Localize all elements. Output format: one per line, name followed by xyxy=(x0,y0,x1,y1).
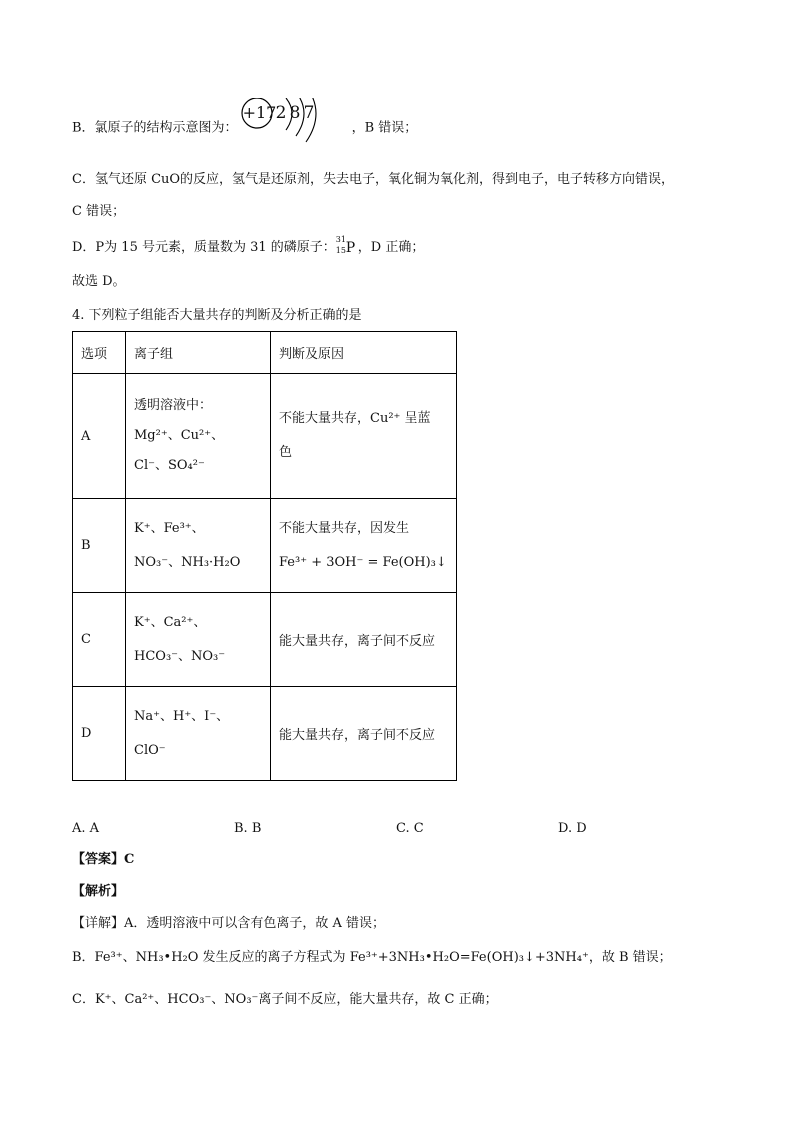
row-judgement: 能大量共存，离子间不反应 xyxy=(271,593,457,687)
line-c: C．氢气还原 CuO的反应，氢气是还原剂，失去电子，氧化铜为氧化剂，得到电子，电子转移方向错误， xyxy=(72,172,675,187)
question-4: 4. 下列粒子组能否大量共存的判断及分析正确的是 xyxy=(72,308,362,323)
ions-line: NO₃⁻、NH₃·H₂O xyxy=(134,554,241,570)
row-ions xyxy=(126,374,271,499)
ions-line: 透明溶液中： xyxy=(134,398,213,413)
line-b xyxy=(72,98,417,158)
mass-number: 31 xyxy=(335,234,346,244)
row-ions xyxy=(126,593,271,687)
detail-a: 【详解】A．透明溶液中可以含有色离子，故 A 错误； xyxy=(72,916,386,931)
detail-c: C．K⁺、Ca²⁺、HCO₃⁻、NO₃⁻离子间不反应，能大量共存，故 C 正确； xyxy=(72,992,498,1007)
line-b-suffix: ，B 错误； xyxy=(351,120,418,136)
header-judgement: 判断及原因 xyxy=(271,332,457,374)
line-c-cont: C 错误； xyxy=(72,204,126,219)
nucleus-charge: +17 xyxy=(242,103,277,122)
shell-3: 7 xyxy=(303,103,315,123)
row-judgement: 能大量共存，离子间不反应 xyxy=(271,687,457,781)
row-judgement xyxy=(271,499,457,593)
row-option: A xyxy=(73,374,126,499)
row-option: B xyxy=(73,499,126,593)
line-d-suffix: ，D 正确； xyxy=(357,240,425,255)
table-header-row xyxy=(73,332,457,374)
header-ions: 离子组 xyxy=(126,332,271,374)
ions-line: K⁺、Ca²⁺、 xyxy=(134,614,207,630)
element-symbol: P xyxy=(345,239,356,256)
judge-line: 不能大量共存，Cu²⁺ 呈蓝 xyxy=(279,411,431,426)
table-row xyxy=(73,687,457,781)
ions-line: Na⁺、H⁺、I⁻、 xyxy=(134,708,230,724)
judge-line: 不能大量共存，因发生 xyxy=(279,520,410,536)
option-b: B. B xyxy=(234,821,262,836)
line-d-prefix: D．P为 15 号元素，质量数为 31 的磷原子： xyxy=(72,240,336,255)
option-d: D. D xyxy=(558,821,587,836)
detail-b: B．Fe³⁺、NH₃•H₂O 发生反应的离子方程式为 Fe³⁺+3NH₃•H₂O=Fe(OH)₃↓+3NH₄⁺，故 B 错误； xyxy=(72,950,672,965)
analysis-heading: 【解析】 xyxy=(72,884,125,899)
ions-line: HCO₃⁻、NO₃⁻ xyxy=(134,648,226,664)
conclusion: 故选 D。 xyxy=(72,274,126,289)
line-d xyxy=(72,234,425,258)
chlorine-atom-diagram xyxy=(240,98,350,158)
table-row xyxy=(73,593,457,687)
option-c: C. C xyxy=(396,821,424,836)
option-a: A. A xyxy=(72,821,100,836)
answer: 【答案】C xyxy=(72,852,135,867)
ion-table xyxy=(72,331,457,781)
row-option: C xyxy=(73,593,126,687)
judge-line: Fe³⁺ + 3OH⁻ = Fe(OH)₃↓ xyxy=(279,554,447,570)
row-judgement xyxy=(271,374,457,499)
table-row xyxy=(73,499,457,593)
row-ions xyxy=(126,687,271,781)
phosphorus-nuclide xyxy=(335,234,358,257)
header-option: 选项 xyxy=(73,332,126,374)
ions-line: ClO⁻ xyxy=(134,742,166,758)
line-b-prefix: B．氯原子的结构示意图为： xyxy=(72,120,238,136)
ions-line: Mg²⁺、Cu²⁺、 xyxy=(134,428,225,443)
row-ions xyxy=(126,499,271,593)
table-row xyxy=(73,374,457,499)
shell-1: 2 xyxy=(275,103,287,123)
answer-options xyxy=(72,819,587,839)
atomic-number: 15 xyxy=(335,245,346,255)
ions-line: Cl⁻、SO₄²⁻ xyxy=(134,458,205,473)
shell-2: 8 xyxy=(289,103,301,123)
ions-line: K⁺、Fe³⁺、 xyxy=(134,520,205,536)
judge-line: 色 xyxy=(279,445,293,460)
row-option: D xyxy=(73,687,126,781)
